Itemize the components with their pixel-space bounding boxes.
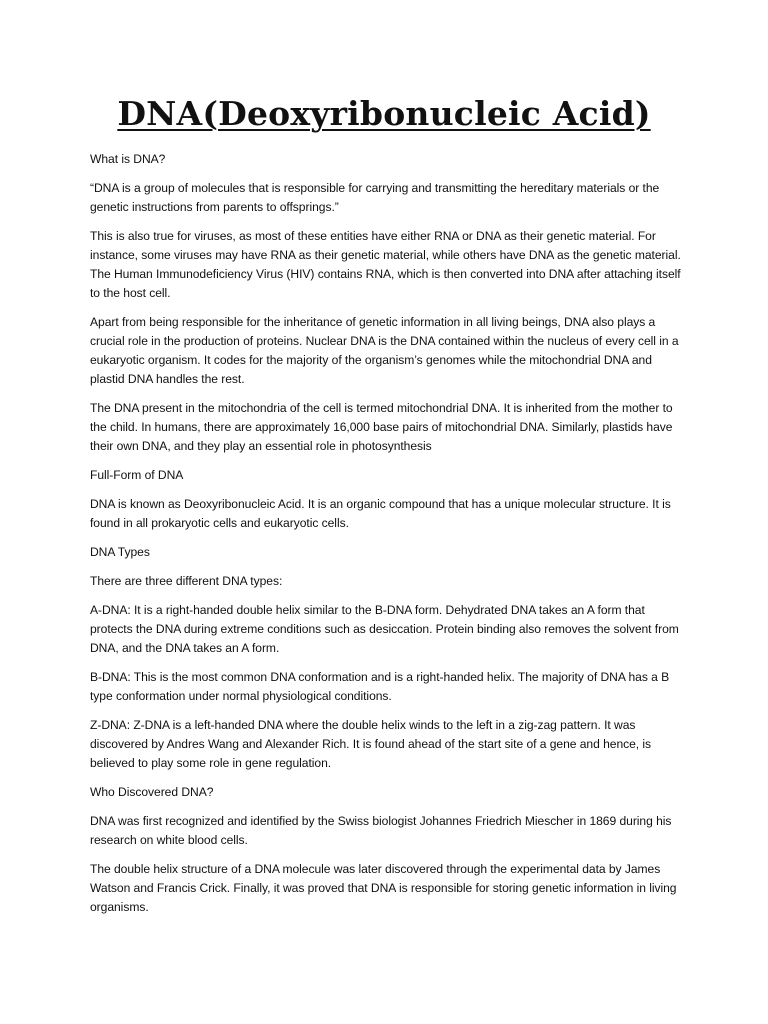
paragraph-three-types: There are three different DNA types: (90, 574, 283, 588)
heading-full-form: Full-Form of DNA (90, 468, 184, 482)
paragraph-viruses: This is also true for viruses, as most of these entities have either RNA or DNA as their genetic material. For instance, some viruses may have RNA as their genetic material, while others have DNA as the genetic material. The Human Immunodeficiency Virus (HIV) contains RNA, which is then converted into DNA after attaching itself to the host cell. (90, 229, 681, 300)
paragraph-a-dna: A-DNA: It is a right-handed double helix similar to the B-DNA form. Dehydrated DNA takes an A form that protects the DNA during extreme conditions such as desiccation. Protein binding also removes the solvent from DNA, and the DNA takes an A form. (90, 603, 679, 655)
heading-who-discovered: Who Discovered DNA? (90, 785, 214, 799)
paragraph-miescher: DNA was first recognized and identified by the Swiss biologist Johannes Friedrich Miescher in 1869 during his research on white blood cells. (90, 814, 672, 847)
paragraph-b-dna: B-DNA: This is the most common DNA conformation and is a right-handed helix. The majority of DNA has a B type conformation under normal physiological conditions. (90, 670, 670, 703)
paragraph-mitochondrial: The DNA present in the mitochondria of the cell is termed mitochondrial DNA. It is inherited from the mother to the child. In humans, there are approximately 16,000 base pairs of mitochondrial DNA. Similarly, plastids have their own DNA, and they play an essential role in photosynthesis (90, 401, 673, 453)
paragraph-z-dna: Z-DNA: Z-DNA is a left-handed DNA where the double helix winds to the left in a zig-zag pattern. It was discovered by Andres Wang and Alexander Rich. It is found ahead of the start site of a gene and hence, is believed to play some role in gene regulation. (90, 718, 652, 770)
heading-dna-types: DNA Types (90, 545, 150, 559)
document-title: DNA(Deoxyribonucleic Acid) (117, 94, 651, 133)
paragraph-double-helix: The double helix structure of a DNA molecule was later discovered through the experimental data by James Watson and Francis Crick. Finally, it was proved that DNA is responsible for storing genetic information in living organisms. (90, 862, 677, 914)
question-what-is-dna: What is DNA? (90, 152, 166, 166)
document-body (90, 150, 682, 927)
paragraph-full-form: DNA is known as Deoxyribonucleic Acid. It is an organic compound that has a unique molecular structure. It is found in all prokaryotic cells and eukaryotic cells. (90, 497, 671, 530)
paragraph-proteins: Apart from being responsible for the inheritance of genetic information in all living beings, DNA also plays a crucial role in the production of proteins. Nuclear DNA is the DNA contained within the nucleus of every cell in a eukaryotic organism. It codes for the majority of the organism’s genomes while the mitochondrial DNA and plastid DNA handles the rest. (90, 315, 679, 386)
definition-quote: “DNA is a group of molecules that is responsible for carrying and transmitting the hereditary materials or the genetic instructions from parents to offsprings.” (90, 181, 660, 214)
